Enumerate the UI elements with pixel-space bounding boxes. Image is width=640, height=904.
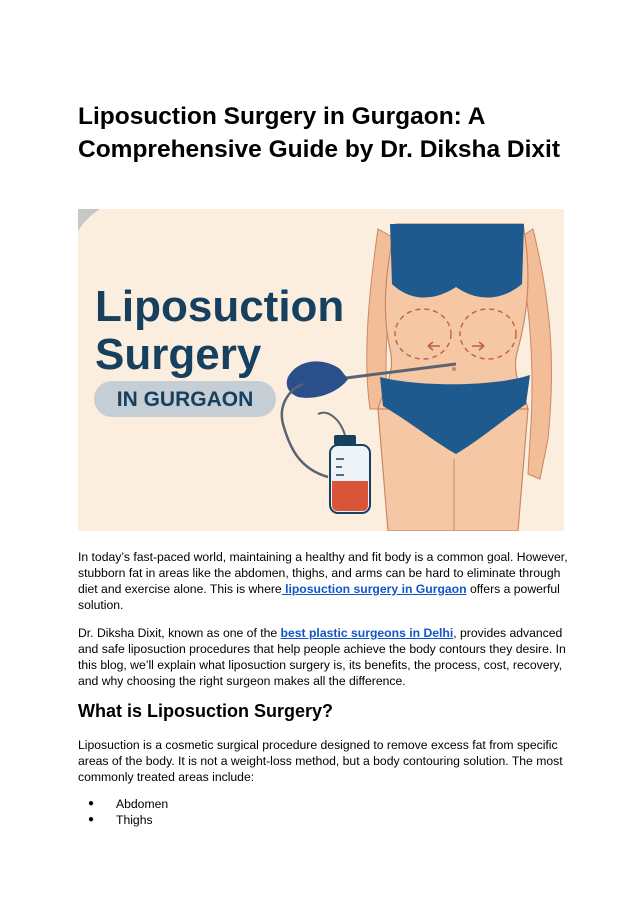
intro-text-end: offers a powerful solution. xyxy=(78,582,560,612)
best-plastic-surgeons-link[interactable]: best plastic surgeons in Delhi xyxy=(280,626,454,640)
about-paragraph xyxy=(78,625,568,689)
hero-heading-line1: Liposuction xyxy=(95,282,345,331)
list-item-text: Abdomen xyxy=(116,797,169,811)
list-item-text: Thighs xyxy=(116,813,153,827)
treated-areas-list xyxy=(78,796,168,828)
glove-shape xyxy=(287,361,348,397)
body-illustration xyxy=(367,224,552,531)
section-heading: What is Liposuction Surgery? xyxy=(78,701,334,721)
hero-image xyxy=(78,209,564,531)
decorative-arc xyxy=(78,209,138,269)
hero-heading-line2: Surgery xyxy=(95,330,262,379)
list-item xyxy=(78,796,168,812)
page-title: Liposuction Surgery in Gurgaon: A Comprehensive Guide by Dr. Diksha Dixit xyxy=(78,103,560,163)
suction-bottle-illustration xyxy=(318,413,370,513)
intro-text: In today’s fast-paced world, maintaining a healthy and fit body is a common goal. However, stubborn fat in areas like the abdomen, thighs, and arms can be hard to eliminate through diet and exercise alone. This is where xyxy=(78,550,568,596)
bullet-icon: ● xyxy=(88,798,95,809)
list-item xyxy=(78,812,168,828)
bullet-icon: ● xyxy=(88,814,95,825)
section-paragraph: Liposuction is a cosmetic surgical procedure designed to remove excess fat from specific areas of the body. It is not a weight-loss method, but a body contouring solution. The most commonly treated areas include: xyxy=(78,738,563,784)
hero-pill-text: IN GURGAON xyxy=(116,388,254,411)
intro-paragraph xyxy=(78,549,568,613)
about-text: Dr. Diksha Dixit, known as one of the xyxy=(78,626,281,640)
liposuction-gurgaon-link[interactable]: liposuction surgery in Gurgaon xyxy=(281,582,467,596)
about-text-end: , provides advanced and safe liposuction procedures that help people achieve the body contours they desire. In this blog, we’ll explain what liposuction surgery is, its benefits, the process, cost, recovery, and why choosing the right surgeon makes all the difference. xyxy=(78,626,566,688)
